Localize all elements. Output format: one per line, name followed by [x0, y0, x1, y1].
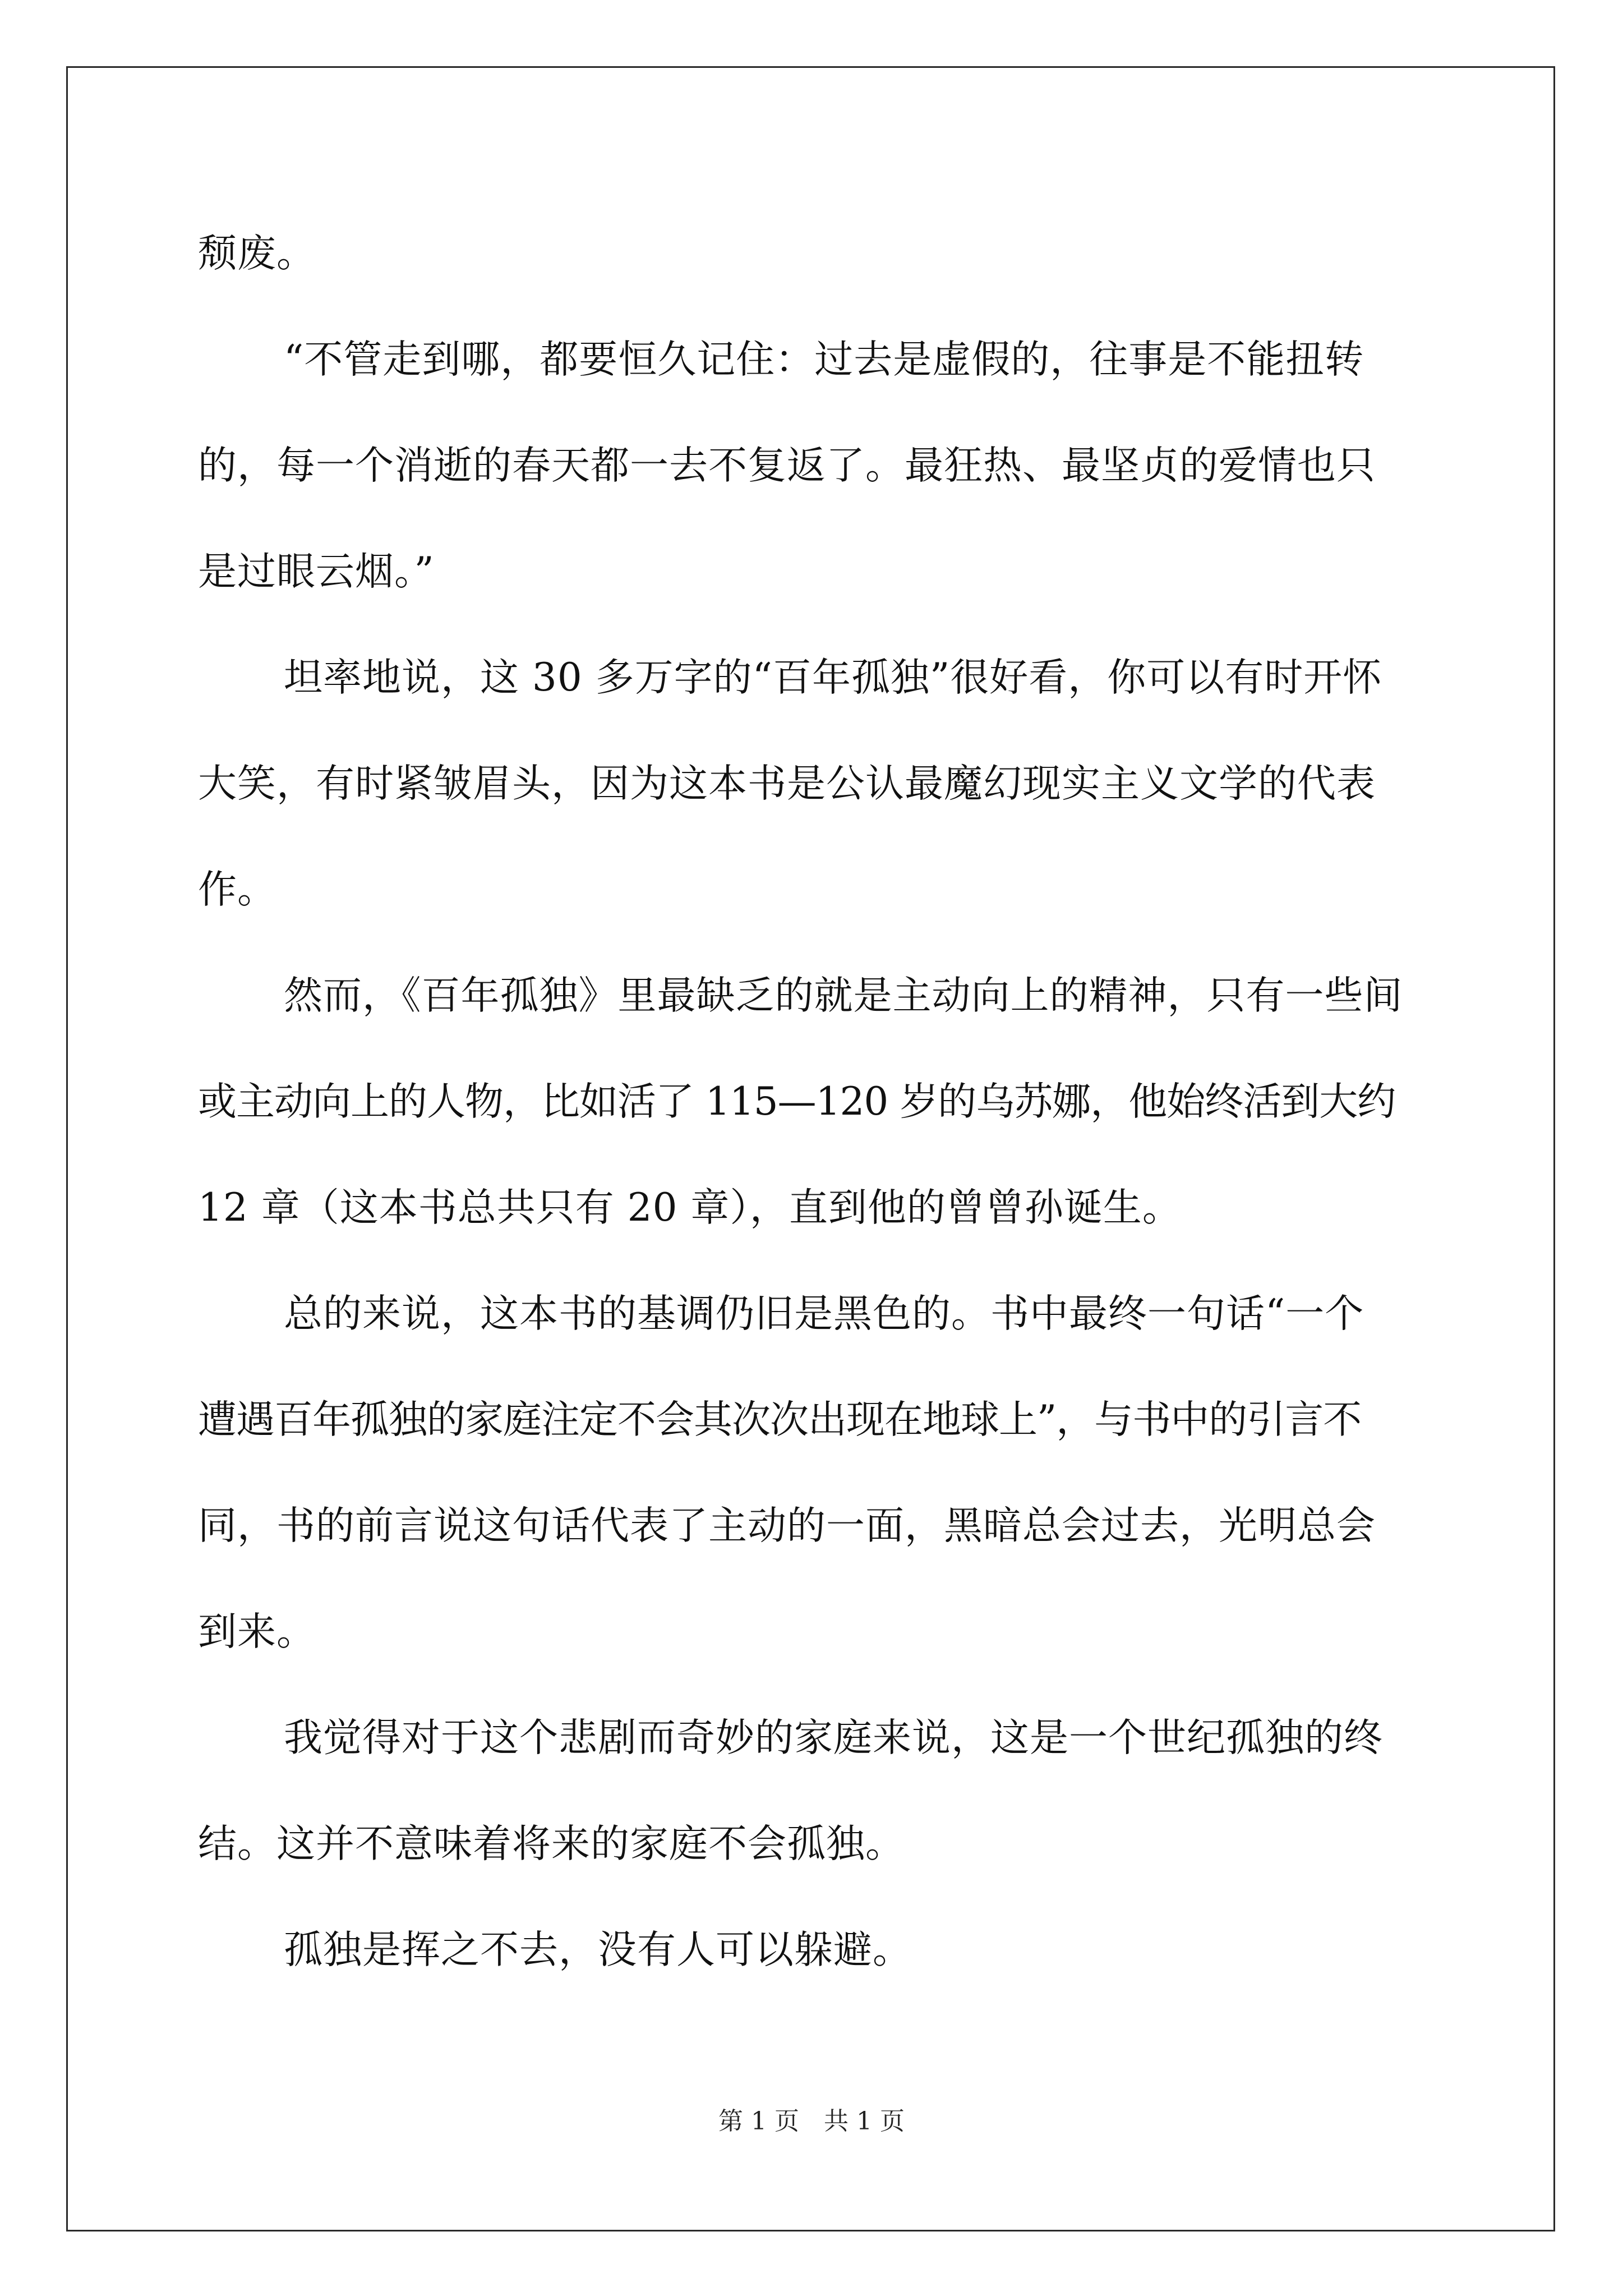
- text-line: 或主动向上的人物，比如活了 115—120 岁的乌苏娜，他始终活到大约: [198, 1079, 1396, 1124]
- text-line: 是过眼云烟。”: [198, 549, 435, 594]
- text-line: 孤独是挥之不去，没有人可以躲避。: [284, 1927, 912, 1972]
- text-line: 结。这并不意味着将来的家庭不会孤独。: [198, 1821, 905, 1866]
- document-body: [198, 209, 1423, 2011]
- page-number-footer: 第 1 页 共 1 页: [718, 2107, 905, 2136]
- text-line: 的，每一个消逝的春天都一去不复返了。最狂热、最坚贞的爱情也只: [198, 443, 1376, 488]
- text-line: “不管走到哪，都要恒久记住：过去是虚假的，往事是不能扭转: [284, 337, 1364, 382]
- text-line: 到来。: [198, 1609, 316, 1654]
- text-line: 然而，《百年孤独》里最缺乏的就是主动向上的精神，只有一些间: [284, 973, 1403, 1018]
- text-line: 作。: [198, 867, 276, 912]
- text-line: 我觉得对于这个悲剧而奇妙的家庭来说，这是一个世纪孤独的终: [284, 1715, 1383, 1760]
- text-line: 大笑，有时紧皱眉头，因为这本书是公认最魔幻现实主义文学的代表: [198, 761, 1376, 806]
- text-line: 遭遇百年孤独的家庭注定不会其次次出现在地球上”，与书中的引言不: [198, 1397, 1362, 1442]
- text-line: 总的来说，这本书的基调仍旧是黑色的。书中最终一句话“一个: [284, 1291, 1364, 1336]
- text-line: 12 章（这本书总共只有 20 章），直到他的曾曾孙诞生。: [198, 1185, 1182, 1230]
- text-line: 同，书的前言说这句话代表了主动的一面，黑暗总会过去，光明总会: [198, 1503, 1376, 1548]
- text-line: 颓废。: [198, 231, 316, 276]
- text-line: 坦率地说，这 30 多万字的“百年孤独”很好看，你可以有时开怀: [284, 655, 1382, 700]
